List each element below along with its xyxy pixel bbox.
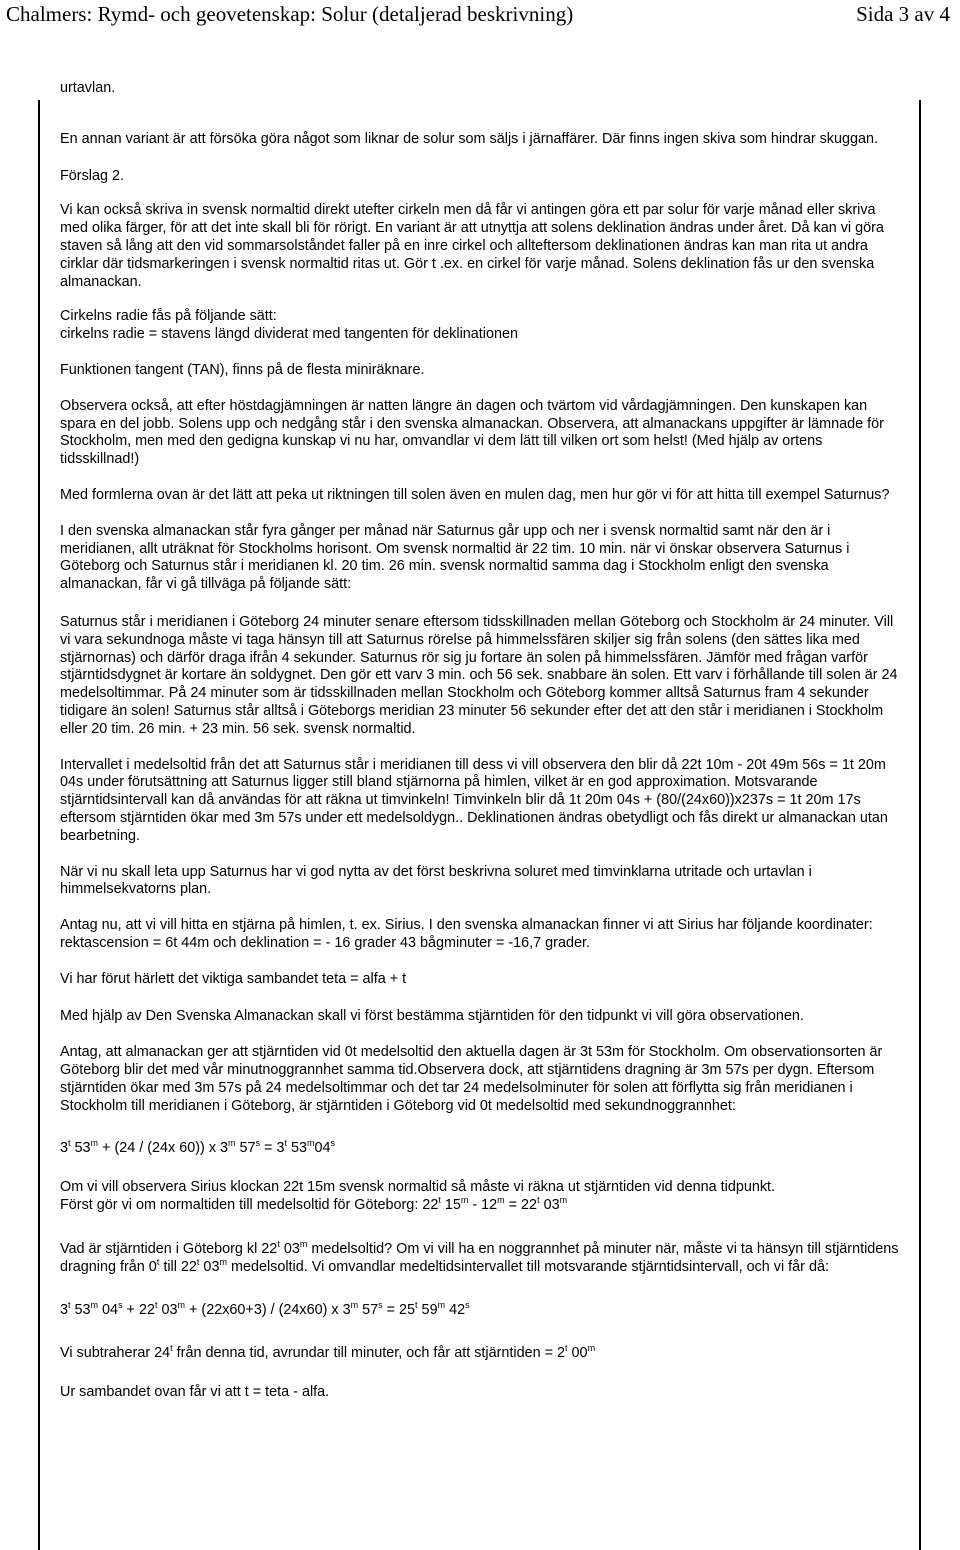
paragraph-line: Först gör vi om normaltiden till medelsoltid för Göteborg: 22$^t$ $15^m - 12^m = 22^t$ 03$^m$ bbox=[60, 1195, 568, 1214]
paragraph: Intervallet i medelsoltid från det att Saturnus står i meridianen till dess vi vill observera den blir då 22t 10m - 20t 49m 56s = 1t 20m 04s under förutsättning att Saturnus ligger still bland stjärnorna på himlen, vilket är en god approximation. Motsvarande stjärntidsintervall kan då användas för att räkna ut timvinkeln! Timvinkeln blir då 1t 20m 04s + (80/(24x60))x237s = 1t 20m 17s eftersom stjärntiden ökar med 3m 57s under ett medelsoldygn.. Deklinationen ändras obetydligt och fås direkt ur almanackan utan bearbetning. bbox=[60, 756, 888, 844]
page-header bbox=[0, 0, 960, 34]
right-margin-rule bbox=[919, 100, 921, 1550]
paragraph: Ur sambandet ovan får vi att t = teta - alfa. bbox=[60, 1384, 330, 1401]
paragraph: Observera också, att efter höstdagjämningen är natten längre än dagen och tvärtom vid vårdagjämningen. Den kunskapen kan spara en del jobb. Solens upp och nedgång står i den svenska almanackan. Observera, att almanackans uppgifter är lämnade för Stockholm, men med den gedigna kunskap vi nu har, omvandlar vi dem lätt till vilken ort som helst! (Med hjälp av ortens tidsskillnad!) bbox=[60, 397, 884, 468]
paragraph: En annan variant är att försöka göra något som liknar de solur som säljs i järnaffärer. Där finns ingen skiva som hindrar skuggan. bbox=[60, 130, 879, 147]
document-body bbox=[60, 80, 905, 1402]
paragraph: urtavlan. bbox=[60, 80, 116, 96]
left-margin-rule bbox=[38, 100, 40, 1550]
formula: 3$^t$ 53$^m$ $04^s + 22^t$ $03^m + (22x60+3) / (24x60)$ x 3$^m$ $57^s = 25^t$ 59$^m$ 42$^s$ bbox=[60, 1300, 470, 1319]
paragraph: Vi har förut härlett det viktiga sambandet teta = alfa + t bbox=[60, 970, 407, 987]
paragraph-line: Om vi vill observera Sirius klockan 22t 15m svensk normaltid så måste vi räkna ut stjärntiden vid denna tidpunkt. bbox=[60, 1179, 776, 1196]
paragraph: Saturnus står i meridianen i Göteborg 24 minuter senare eftersom tidsskillnaden mellan Göteborg och Stockholm är 24 minuter. Vill vi vara sekundnoga måste vi taga hänsyn till att Saturnus rörelse på himmelssfären skiljer sig från solens (den sättes lika med stjärnornas) och därför draga ifrån 4 sekunder. Saturnus rör sig ju fortare än solen på himmelssfären. Jämför med frågan varför stjärntidsdygnet är kortare än soldygnet. Den gör ett varv 3 min. och 56 sek. snabbare än solen. Ett varv i förhållande till solen är 24 medelsoltimmar. På 24 minuter som är tidsskillnaden mellan Stockholm och Göteborg kommer alltså Saturnus fram 4 sekunder tidigare än solen! Saturnus står alltså i Göteborgs meridian 23 minuter 56 sekunder efter det att den står i meridianen i Stockholm eller 20 tim. 26 min. + 23 min. 56 sek. svensk normaltid. bbox=[60, 613, 898, 737]
paragraph bbox=[60, 1179, 905, 1215]
paragraph: I den svenska almanackan står fyra gånger per månad när Saturnus går upp och ner i svensk normaltid samt när den är i meridianen, allt uträknat för Stockholms horisont. Om svensk normaltid är 22 tim. 10 min. när vi önskar observera Saturnus i Göteborg och Saturnus står i meridianen kl. 20 tim. 26 min. svensk normaltid samma dag i Stockholm enligt den svenska almanackan, får vi gå tillväga på följande sätt: bbox=[60, 522, 850, 593]
formula: 3$^t$ $53^m + (24 / (24x$ 60)) x 3$^m$ $57^s = 3^t$ 53$^m$04$^s$ bbox=[60, 1138, 335, 1157]
document-title: Chalmers: Rymd- och geovetenskap: Solur (detaljerad beskrivning) bbox=[6, 2, 574, 26]
paragraph: Antag nu, att vi vill hitta en stjärna på himlen, t. ex. Sirius. I den svenska almanackan finner vi att Sirius har följande koordinater: rektascension = 6t 44m och deklination = - 16 grader 43 bågminuter = -16,7 grader. bbox=[60, 917, 873, 951]
paragraph: Med hjälp av Den Svenska Almanackan skall vi först bestämma stjärntiden för den tidpunkt vi vill göra observationen. bbox=[60, 1008, 804, 1025]
paragraph: När vi nu skall leta upp Saturnus har vi god nytta av det först beskrivna soluret med timvinklarna utritade och urtavlan i himmelsekvatorns plan. bbox=[60, 863, 812, 898]
paragraph-line: Cirkelns radie fås på följande sätt: bbox=[60, 308, 277, 325]
section-heading: Förslag 2. bbox=[60, 167, 124, 184]
paragraph: Vi subtraherar 24$^t$ från denna tid, avrundar till minuter, och får att stjärntiden = $2^t$ 00$^m$ bbox=[60, 1343, 596, 1362]
paragraph bbox=[60, 308, 905, 344]
paragraph: Vi kan också skriva in svensk normaltid direkt utefter cirkeln men då får vi antingen göra ett par solur för varje månad eller skriva med olika färger, för att det inte skall bli för rörigt. En variant är att utnyttja att solens deklination ändras under året. Då kan vi göra staven så lång att den vid sommarsolståndet faller på en inre cirkel och allteftersom deklinationen ändras kan man rita ut andra cirklar där tidsmarkeringen i svensk normaltid ritas ut. Gör t .ex. en cirkel för varje månad. Solens deklination fås ur den svenska almanackan. bbox=[60, 202, 884, 290]
paragraph: Antag, att almanackan ger att stjärntiden vid 0t medelsoltid den aktuella dagen är 3t 53m för Stockholm. Om observationsorten är Göteborg blir det med vår minutnoggrannhet samma tid.Observera dock, att stjärntidens dragning är 3m 57s per dygn. Eftersom stjärntiden ökar med 3m 57s på 24 medelsoltimmar och det tar 24 medelsolminuter för solen att förflytta sig från meridianen i Stockholm till meridianen i Göteborg, är stjärntiden i Göteborg vid 0t medelsoltid med sekundnoggrannhet: bbox=[60, 1044, 883, 1114]
paragraph: Vad är stjärntiden i Göteborg kl 22$^t$ 03$^m$ medelsoltid? Om vi vill ha en noggrannhet på minuter när, måste vi ta hänsyn till stjärntidens dragning från 0$^t$ till 22$^t$ 03$^m$ medelsoltid. Vi omvandlar medeltidsintervallet till motsvarande stjärntidsintervall, och vi får då: bbox=[60, 1238, 899, 1275]
paragraph: Funktionen tangent (TAN), finns på de flesta miniräknare. bbox=[60, 361, 425, 378]
paragraph: Med formlerna ovan är det lätt att peka ut riktningen till solen även en mulen dag, men hur gör vi för att hitta till exempel Saturnus? bbox=[60, 486, 890, 503]
formula-line: cirkelns radie = stavens längd dividerat med tangenten för deklinationen bbox=[60, 326, 518, 343]
page-number: Sida 3 av 4 bbox=[856, 2, 950, 26]
